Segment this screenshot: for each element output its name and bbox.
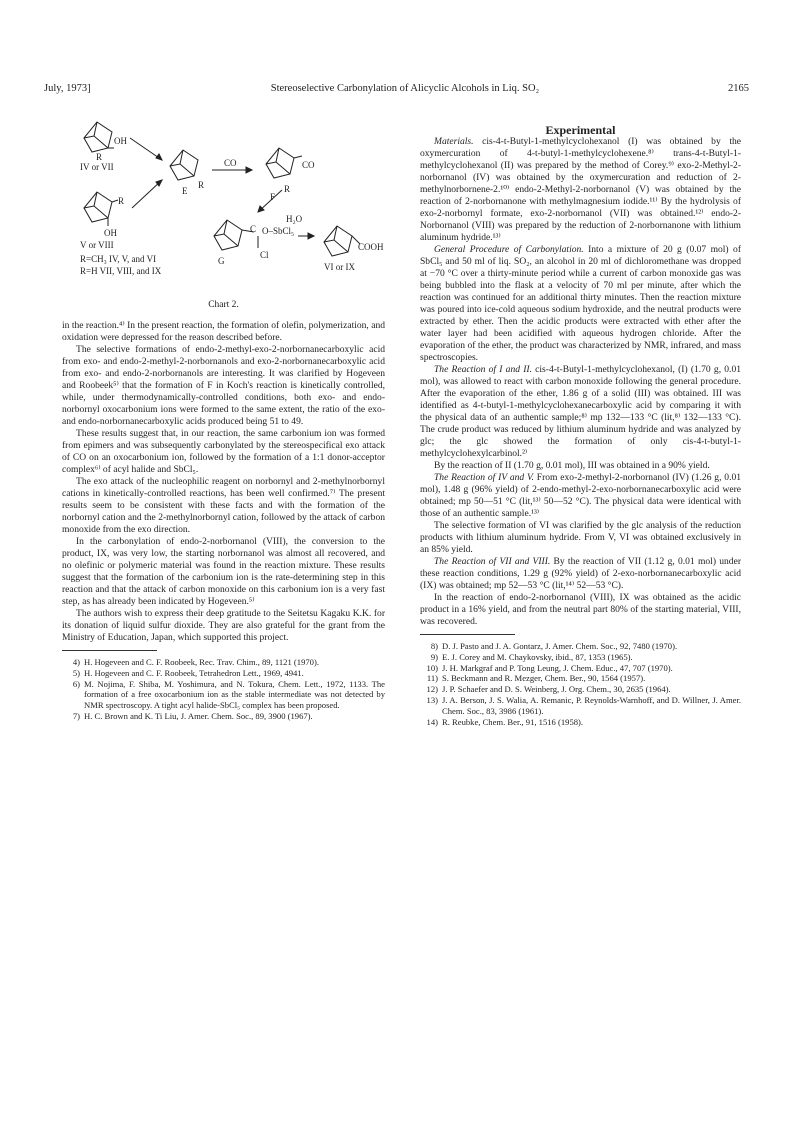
- left-footnotes: [62, 657, 385, 722]
- paragraph-body: By the reaction of VII (1.12 g, 0.01 mol) under these reaction conditions, 1.29 g (92% yield) of 2-exo-norbornanecarboxylic acid (IX) was obtained; mp 52—53 °C (lit,¹⁴⁾ 52—53 °C).: [420, 556, 741, 591]
- footnote-number: 8): [430, 641, 438, 651]
- footnote: [420, 652, 741, 663]
- footnote-number: 10): [426, 662, 438, 673]
- label-f: F: [270, 192, 276, 202]
- label-r-1: R: [96, 152, 103, 162]
- label-oh-2: OH: [104, 228, 117, 238]
- right-paragraph: [420, 472, 741, 520]
- right-paragraphs: [420, 136, 741, 628]
- right-paragraph: [420, 364, 741, 460]
- right-paragraph: [420, 136, 741, 244]
- structure-iv-vii: [84, 122, 112, 152]
- label-o-sbcl5: O–SbCl₅: [262, 226, 295, 236]
- footnote-text: J. A. Berson, J. S. Walia, A. Remanic, P. Reynolds-Warnhoff, and D. Willner, J. Amer. Chem. Soc., 83, 3986 (1961).: [442, 694, 741, 716]
- header-page-number: 2165: [728, 83, 749, 94]
- footnote-number: 4): [72, 657, 80, 667]
- paragraph-body: By the reaction of II (1.70 g, 0.01 mol), III was obtained in a 90% yield.: [434, 460, 710, 471]
- footnote-number: 6): [72, 678, 80, 689]
- right-column: [420, 124, 741, 727]
- footnote: [420, 663, 741, 674]
- footnote-text: M. Nojima, F. Shiba, M. Yoshimura, and N. Tokura, Chem. Lett., 1972, 1133. The formation of a free oxocarbonium ion as the stable intermediate was not detected by NMR spectroscopy. A tight acyl halide-SbCl₅ complex has been proposed.: [84, 678, 385, 711]
- label-r-e: R: [198, 180, 205, 190]
- right-paragraph: [420, 244, 741, 364]
- right-footnotes: [420, 641, 741, 727]
- paragraph-lead: The Reaction of IV and V.: [434, 472, 534, 483]
- header-title: Stereoselective Carbonylation of Alicyclic Alcohols in Liq. SO₂: [270, 83, 540, 94]
- right-paragraph: [420, 520, 741, 556]
- label-g: G: [218, 256, 225, 266]
- label-e: E: [182, 186, 188, 196]
- right-paragraph: [420, 592, 741, 628]
- paragraph-body: Into a mixture of 20 g (0.07 mol) of SbCl₅ and 50 ml of liq. SO₂, an alcohol in 20 ml of dichloromethane was dropped at −70 °C over a thirty-minute period while a current of carbon monoxide gas was being bubbled into the flask at a velocity of 70 ml per minute, after which the reaction was continued for an additional thirty minutes. Then the reaction mixture was poured into ice-cold aqueous sodium hydroxide, and the neutral products were extracted by ether. Then the acidic products were extracted with ether after the water layer had been acidified with aqueous hydrogen chloride. After the evaporation of the ether, the product was characterized by NMR, infrared, and mass spectroscopies.: [420, 244, 741, 363]
- footnote: [420, 684, 741, 695]
- footnote-text: J. H. Markgraf and P. Tong Leung, J. Chem. Educ., 47, 707 (1970).: [442, 662, 673, 673]
- footnote: [420, 695, 741, 717]
- footnote-number: 7): [72, 710, 80, 721]
- paragraph-lead: Materials.: [434, 136, 474, 147]
- footnote-number: 13): [426, 694, 438, 705]
- right-paragraph: [420, 556, 741, 592]
- paragraph-body: From exo-2-methyl-2-norbornanol (IV) (1.26 g, 0.01 mol), 1.48 g (96% yield) of 2-endo-methyl-2-exo-norbornanecarboxylic acid were obtained; mp 50—51 °C (lit,¹³⁾ 50—52 °C). The physical data were identical with those of an authentic sample.¹³⁾: [420, 472, 741, 519]
- footnote-text: J. P. Schaefer and D. S. Weinberg, J. Org. Chem., 30, 2635 (1964).: [442, 684, 671, 695]
- paragraph-body: The selective formation of VI was clarified by the glc analysis of the reduction products with lithium aluminum hydride. From V, VI was obtained exclusively in an 85% yield.: [420, 520, 741, 555]
- arrowhead-3: [246, 167, 252, 173]
- reaction-scheme-drawing: [62, 108, 385, 300]
- header-date: July, 1973]: [44, 83, 91, 94]
- paragraph-body: cis-4-t-Butyl-1-methylcyclohexanol, (I) (1.70 g, 0.01 mol), was allowed to react with carbon monoxide following the general procedure. After the evaporation of the ether, 1.86 g of a solid (III) was obtained. III was identified as 4-t-butyl-1-methylcyclohexanecarboxylic acid by comparing it with the physical data of an authentic sample;⁸⁾ mp 132—133 °C (lit,⁸⁾ 132—133 °C). The crude product was reduced by lithium aluminum hydride and was analyzed by glc; the glc showed the formation of only cis-4-t-butyl-1-methylcyclohexylcarbinol.²⁾: [420, 364, 741, 459]
- label-cooh: COOH: [358, 242, 384, 252]
- chart-caption: Chart 2.: [208, 300, 239, 310]
- footnote-rule-left: [62, 650, 157, 651]
- structure-vi-ix: [324, 226, 352, 256]
- label-co-arrow: CO: [224, 158, 237, 168]
- label-oh-1: OH: [114, 136, 127, 146]
- bond-co: [294, 156, 302, 158]
- footnote-number: 11): [426, 673, 438, 684]
- structure-f: [266, 148, 294, 178]
- footnote: [62, 668, 385, 679]
- footnote-text: R. Reubke, Chem. Ber., 91, 1516 (1958).: [442, 716, 584, 727]
- footnote-text: H. C. Brown and K. Ti Liu, J. Amer. Chem. Soc., 89, 3900 (1967).: [84, 710, 313, 721]
- footnote-text: H. Hogeveen and C. F. Roobeek, Rec. Trav. Chim., 89, 1121 (1970).: [84, 657, 319, 667]
- footnote: [62, 711, 385, 722]
- footnote: [420, 673, 741, 684]
- section-title-experimental: Experimental: [545, 123, 616, 137]
- label-r-f: R: [284, 184, 291, 194]
- label-vi-ix: VI or IX: [324, 262, 355, 272]
- left-paragraph: These results suggest that, in our reaction, the same carbonium ion was formed from epimers and was subsequently carbonylated by the stereospecifical exo attack of CO on an oxocarbonium ion, followed by the formation of a 1:1 donor-acceptor complex⁶⁾ of acyl halide and SbCl₅.: [62, 428, 385, 475]
- footnote: [420, 717, 741, 728]
- left-paragraph: The exo attack of the nucleophilic reagent on norbornyl and 2-methylnorbornyl cations in kinetically-controlled reactions, has been well confirmed.⁷⁾ The present results seem to be consistent with these facts and with the formation of the norbornyl cation and the 2-methylnorbornyl cation, followed by the attack of carbon monoxide from the exo direction.: [62, 476, 385, 535]
- structure-v-viii: [84, 192, 112, 222]
- arrowhead-5: [308, 233, 314, 239]
- label-h2o: H₂O: [286, 214, 303, 224]
- left-paragraph: The selective formations of endo-2-methyl-exo-2-norbornanecarboxylic acid from exo- and endo-2-methyl-2-norbornanols and exo-2-norbornanecarboxylic acid from exo- and endo-2-norbornanols are interesting. It was clarified by Hogeveen and Roobeek⁵⁾ that the formation of F in Koch's reaction is kinetically controlled, while, under thermodynamically-controlled conditions, both exo- and endo-norbornyl oxocarbonium ions were formed to the same extent, the ratio of the exo- and endo-norbornanecarboxylic acids produced being 51 to 49.: [62, 344, 385, 427]
- right-paragraph: [420, 460, 741, 472]
- label-v-viii: V or VIII: [80, 240, 114, 250]
- footnote: [420, 641, 741, 652]
- label-co-plus: CO: [302, 160, 315, 170]
- left-paragraph: in the reaction.⁴⁾ In the present reaction, the formation of olefin, polymerization, and oxidation were depressed for the reason described before.: [62, 320, 385, 343]
- left-paragraphs: [62, 320, 385, 644]
- footnote: [62, 679, 385, 711]
- footnote-text: E. J. Corey and M. Chaykovsky, ibid., 87, 1353 (1965).: [442, 651, 633, 662]
- left-paragraph: In the carbonylation of endo-2-norbornanol (VIII), the conversion to the product, IX, was very low, the starting norbornanol was almost all recovered, and no olefinic or polymeric material was found in the reaction mixture. These results suggest that the formation of the carbonium ion is the rate-determining step in this reaction and that the attack of carbon monoxide on this carbonium ion is a very fast step, as has already been indicated by Hogeveen.⁵⁾: [62, 536, 385, 607]
- label-cl: Cl: [260, 250, 269, 260]
- arrowhead-1: [156, 154, 162, 160]
- left-column: [62, 320, 385, 722]
- paragraph-body: In the reaction of endo-2-norbornanol (VIII), IX was obtained as the acidic product in a 16% yield, and from the neutral part 80% of the starting material, VIII, was recovered.: [420, 592, 741, 627]
- footnote-number: 12): [426, 684, 438, 695]
- footnote-number: 9): [430, 651, 438, 662]
- structure-e: [170, 150, 198, 180]
- label-r-2: R: [118, 196, 125, 206]
- paragraph-lead: General Procedure of Carbonylation.: [434, 244, 584, 255]
- footnote-text: H. Hogeveen and C. F. Roobeek, Tetrahedron Lett., 1969, 4941.: [84, 667, 304, 678]
- label-r-h: R=H VII, VIII, and IX: [80, 266, 162, 276]
- footnote-rule-right: [420, 634, 515, 635]
- paragraph-lead: The Reaction of I and II.: [434, 364, 532, 375]
- footnote-text: S. Beckmann and R. Mezger, Chem. Ber., 90, 1564 (1957).: [442, 673, 646, 684]
- reaction-scheme: [62, 108, 385, 300]
- footnote-text: D. J. Pasto and J. A. Gontarz, J. Amer. Chem. Soc., 92, 7480 (1970).: [442, 641, 678, 651]
- label-c: C: [250, 224, 257, 234]
- footnote: [62, 657, 385, 668]
- structure-g: [214, 220, 242, 250]
- footnote-number: 5): [72, 667, 80, 678]
- paragraph-lead: The Reaction of VII and VIII.: [434, 556, 551, 567]
- left-paragraph: The authors wish to express their deep gratitude to the Seitetsu Kagaku K.K. for its donation of liquid sulfur dioxide. They are also grateful for the grant from the Ministry of Education, Japan, which supported this project.: [62, 608, 385, 643]
- footnote-number: 14): [426, 716, 438, 727]
- label-iv-vii: IV or VII: [80, 162, 114, 172]
- paragraph-body: cis-4-t-Butyl-1-methylcyclohexanol (I) was obtained by the oxymercuration of 4-t-butyl-1-methylcyclohexene.⁸⁾ trans-4-t-Butyl-1-methylcyclohexanol (II) was prepared by the method of Corey.⁹⁾ exo-2-Methyl-2-norbornanol (IV) was obtained by the oxymercuration and reduction of 2-methylnorbornene-2.¹⁰⁾ endo-2-Methyl-2-norbornanol (V) was obtained by the reaction of 2-norbornanone with methylmagnesium iodide.¹¹⁾ By the hydrolysis of exo-2-norbornyl formate, exo-2-norbornanol (VII) was obtained.¹²⁾ endo-2-Norbornanol (VIII) was prepared by the reduction of 2-norbornanone with lithium aluminum hydride.¹³⁾: [420, 136, 741, 243]
- label-r-ch3: R=CH₃ IV, V, and VI: [80, 254, 157, 264]
